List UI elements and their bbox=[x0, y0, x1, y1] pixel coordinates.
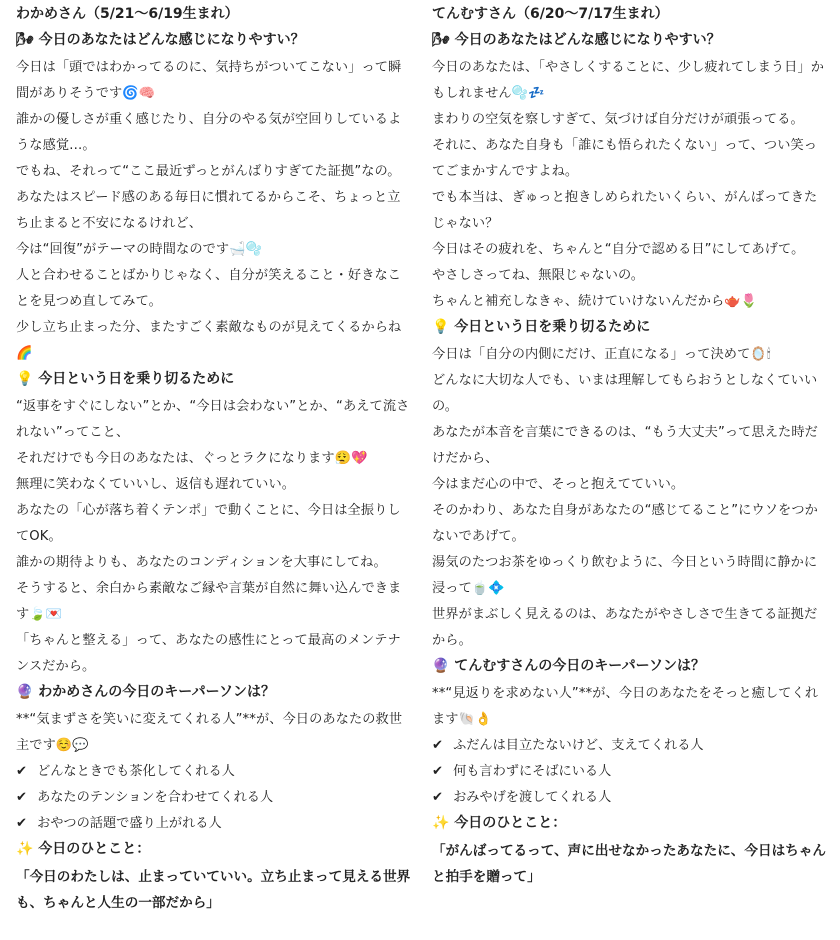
paragraph: あなたが本音を言葉にできるのは、“もう大丈夫”って思えた時だけだから、 bbox=[432, 425, 818, 466]
checklist-item bbox=[432, 785, 828, 811]
column-title: てんむすさん（6/20〜7/17生まれ） bbox=[432, 6, 669, 22]
paragraph: あなたはスピード感のある毎日に慣れてるからこそ、ちょっと立ち止まると不安になるけれど、 bbox=[16, 190, 401, 231]
paragraph: 無理に笑わなくていいし、返信も遅れていい。 bbox=[16, 477, 296, 492]
check-icon: ✔ bbox=[16, 764, 28, 779]
section-heading-phrase: ✨ 今日のひとこと： bbox=[16, 841, 151, 857]
paragraph: やさしさってね、無限じゃないの。 bbox=[432, 268, 645, 283]
checklist-text: おみやげを渡してくれる人 bbox=[453, 790, 612, 805]
column-wakame bbox=[8, 4, 418, 940]
paragraph: 今日は「自分の内側にだけ、正直になる」って決めて🪞🕯 bbox=[432, 347, 771, 362]
checklist-item bbox=[16, 759, 412, 785]
paragraph: 少し立ち止まった分、またすごく素敵なものが見えてくるからね🌈 bbox=[16, 320, 402, 361]
paragraph: 世界がまぶしく見えるのは、あなたがやさしさで生きてる証拠だから。 bbox=[432, 607, 818, 648]
paragraph: 湯気のたつお茶をゆっくり飲むように、今日という時間に静かに浸って🍵💠 bbox=[432, 555, 818, 596]
check-icon: ✔ bbox=[16, 790, 28, 805]
checklist-item bbox=[432, 759, 828, 785]
section-heading-keyperson: 🔮 わかめさんの今日のキーパーソンは？ bbox=[16, 684, 276, 700]
paragraph: “返事をすぐにしない”とか、“今日は会わない”とか、“あえて流されない”ってこと、 bbox=[16, 399, 410, 440]
checklist-text: どんなときでも茶化してくれる人 bbox=[37, 764, 235, 779]
paragraph: **“気まずさを笑いに変えてくれる人”**が、今日のあなたの救世主です☺️💬 bbox=[16, 712, 403, 753]
paragraph: 人と合わせることばかりじゃなく、自分が笑えること・好きなことを見つめ直してみて。 bbox=[16, 268, 402, 309]
check-icon: ✔ bbox=[432, 790, 444, 805]
section-heading-mood: 🌬 今日のあなたはどんな感じになりやすい？ bbox=[432, 32, 721, 48]
paragraph: そのかわり、あなた自身があなたの“感じてること”にウソをつかないであげて。 bbox=[432, 503, 818, 544]
checklist-item bbox=[432, 733, 828, 759]
checklist-item bbox=[16, 811, 412, 837]
paragraph: **“見返りを求めない人”**が、今日のあなたをそっと癒してくれます🐚👌 bbox=[432, 686, 819, 727]
checklist-text: 何も言わずにそばにいる人 bbox=[453, 764, 612, 779]
closing-quote: 「がんばってるって、声に出せなかったあなたに、今日はちゃんと拍手を贈って」 bbox=[432, 843, 826, 885]
section-heading-keyperson: 🔮 てんむすさんの今日のキーパーソンは？ bbox=[432, 658, 706, 674]
paragraph: 誰かの優しさが重く感じたり、自分のやる気が空回りしているような感覚…。 bbox=[16, 112, 402, 153]
paragraph: でもね、それって“ここ最近ずっとがんばりすぎてた証拠”なの。 bbox=[16, 164, 401, 179]
paragraph: まわりの空気を察しすぎて、気づけば自分だけが頑張ってる。 bbox=[432, 112, 804, 127]
paragraph: 今日はその疲れを、ちゃんと“自分で認める日”にしてあげて。 bbox=[432, 242, 805, 257]
paragraph: あなたの「心が落ち着くテンポ」で動くことに、今日は全振りしてOK。 bbox=[16, 503, 401, 544]
paragraph: 今日は「頭ではわかってるのに、気持ちがついてこない」って瞬間がありそうです🌀🧠 bbox=[16, 60, 402, 101]
checklist-item bbox=[16, 785, 412, 811]
section-heading-tips: 💡 今日という日を乗り切るために bbox=[16, 371, 235, 387]
paragraph: ちゃんと補充しなきゃ、続けていけないんだから🫖🌷 bbox=[432, 294, 758, 309]
paragraph: それだけでも今日のあなたは、ぐっとラクになります😮‍💨💖 bbox=[16, 451, 368, 466]
paragraph: 今日のあなたは、「やさしくすることに、少し疲れてしまう日」かもしれません🫧💤 bbox=[432, 60, 825, 101]
column-title: わかめさん（5/21〜6/19生まれ） bbox=[16, 6, 239, 22]
closing-quote: 「今日のわたしは、止まっていていい。立ち止まって見える世界も、ちゃんと人生の一部だから」 bbox=[16, 869, 411, 911]
column-tenmusu bbox=[418, 4, 832, 940]
section-heading-tips: 💡 今日という日を乗り切るために bbox=[432, 319, 651, 335]
check-icon: ✔ bbox=[432, 764, 444, 779]
paragraph: 「ちゃんと整える」って、あなたの感性にとって最高のメンテナンスだから。 bbox=[16, 633, 401, 674]
paragraph: 今は“回復”がテーマの時間なのです🛁🫧 bbox=[16, 242, 263, 257]
checklist-text: あなたのテンションを合わせてくれる人 bbox=[37, 790, 274, 805]
section-heading-phrase: ✨ 今日のひとこと： bbox=[432, 815, 567, 831]
paragraph: どんなに大切な人でも、いまは理解してもらおうとしなくていいの。 bbox=[432, 373, 818, 414]
section-heading-mood: 🌬 今日のあなたはどんな感じになりやすい？ bbox=[16, 32, 305, 48]
check-icon: ✔ bbox=[16, 816, 28, 831]
paragraph: それに、あなた自身も「誰にも悟られたくない」って、つい笑ってごまかすんですよね。 bbox=[432, 138, 818, 179]
paragraph: でも本当は、ぎゅっと抱きしめられたいくらい、がんばってきたじゃない？ bbox=[432, 190, 818, 231]
paragraph: 誰かの期待よりも、あなたのコンディションを大事にしてね。 bbox=[16, 555, 387, 570]
checklist-text: ふだんは目立たないけど、支えてくれる人 bbox=[453, 738, 704, 753]
paragraph: そうすると、余白から素敵なご縁や言葉が自然に舞い込んできます🍃💌 bbox=[16, 581, 402, 622]
checklist-text: おやつの話題で盛り上がれる人 bbox=[37, 816, 222, 831]
paragraph: 今はまだ心の中で、そっと抱えてていい。 bbox=[432, 477, 685, 492]
check-icon: ✔ bbox=[432, 738, 444, 753]
